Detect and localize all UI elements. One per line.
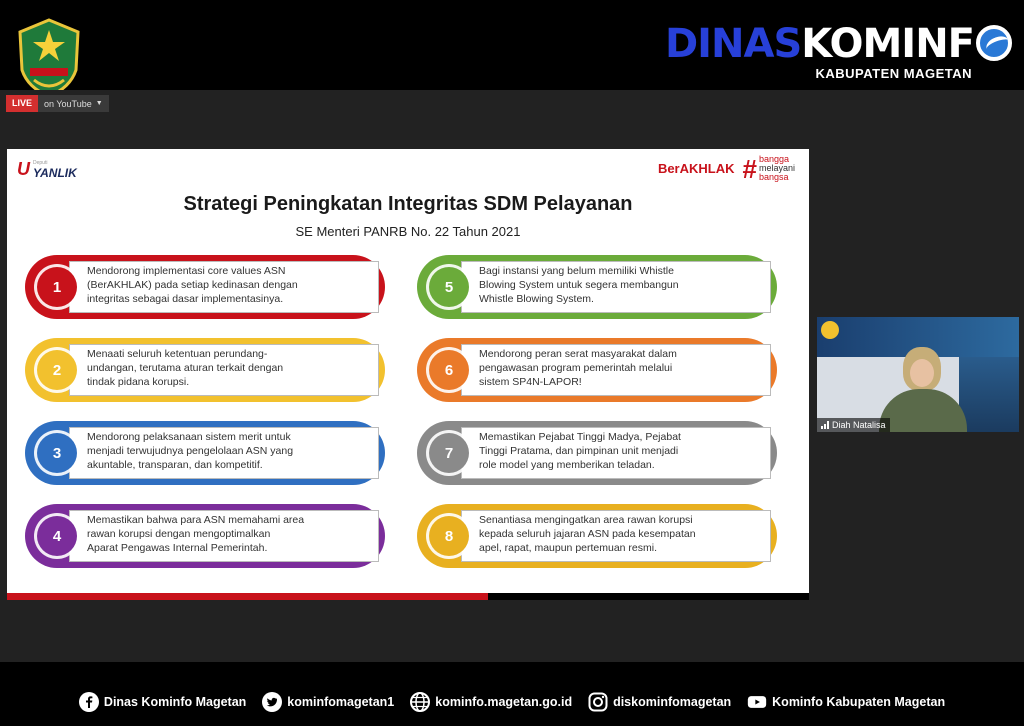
strategy-item-line: Mendorong pelaksanaan sistem merit untuk bbox=[87, 431, 291, 443]
social-footer bbox=[0, 662, 1024, 726]
strategy-item-line: integritas sebagai dasar implementasinya. bbox=[87, 293, 284, 305]
strategy-item-line: Whistle Blowing System. bbox=[479, 293, 594, 305]
slide-title: Strategi Peningkatan Integritas SDM Pelayanan bbox=[183, 193, 633, 215]
kominfo-brand bbox=[665, 22, 1012, 81]
strategy-item-text bbox=[87, 513, 377, 555]
strategy-item-line: kepada seluruh jajaran ASN pada kesempatan bbox=[479, 528, 696, 540]
strategy-item-line: Menaati seluruh ketentuan perundang- bbox=[87, 348, 268, 360]
yanlik-logo bbox=[17, 159, 77, 180]
berakhlak-logo bbox=[658, 155, 795, 182]
kominfo-globe-icon bbox=[976, 25, 1012, 61]
strategy-item bbox=[417, 255, 777, 319]
youtube-icon bbox=[747, 692, 767, 712]
slide-progress-bar bbox=[7, 593, 809, 600]
strategy-item-line: Senantiasa mengingatkan area rawan korupsi bbox=[479, 514, 693, 526]
strategy-item bbox=[25, 255, 385, 319]
strategy-item-line: Memastikan bahwa para ASN memahami area bbox=[87, 514, 305, 526]
live-label: LIVE bbox=[6, 95, 38, 112]
yanlik-deputi: Deputi bbox=[33, 159, 48, 166]
globe-icon bbox=[410, 692, 430, 712]
participant-name: Diah Natalisa bbox=[832, 420, 886, 430]
yanlik-text: YANLIK bbox=[33, 165, 77, 180]
top-header bbox=[0, 0, 1024, 90]
strategy-item-line: apel, rapat, maupun pertemuan resmi. bbox=[479, 542, 658, 554]
strategy-item bbox=[25, 338, 385, 402]
strategy-item-line: sistem SP4N-LAPOR! bbox=[479, 376, 582, 388]
strategy-item-line: role model yang memberikan teladan. bbox=[479, 459, 655, 471]
strategy-item-text bbox=[87, 347, 377, 389]
strategy-item bbox=[417, 504, 777, 568]
strategy-item-text bbox=[479, 347, 769, 389]
bangga-word: bangga bbox=[758, 154, 790, 164]
strategy-item-line: Mendorong implementasi core values ASN bbox=[87, 265, 286, 277]
footer-instagram[interactable] bbox=[588, 692, 731, 712]
strategy-item-text bbox=[87, 264, 377, 306]
strategy-item-line: Tinggi Pratama, dan pimpinan unit menjadi bbox=[479, 445, 679, 457]
yanlik-mark-icon: U bbox=[17, 159, 30, 179]
strategy-item-text bbox=[87, 430, 377, 472]
strategy-item-text bbox=[479, 264, 769, 306]
strategy-item-line: Aparat Pengawas Internal Pemerintah. bbox=[87, 542, 268, 554]
brand-kominfo: KOMINF bbox=[801, 21, 974, 67]
strategy-item-number: 4 bbox=[37, 516, 77, 556]
strategy-item-line: Bagi instansi yang belum memiliki Whistle bbox=[479, 265, 674, 277]
bangsa-word: bangsa bbox=[758, 172, 789, 182]
footer-facebook[interactable] bbox=[79, 692, 246, 712]
strategy-item-line: rawan korupsi dengan mengoptimalkan bbox=[87, 528, 271, 540]
participant-nameplate bbox=[817, 418, 890, 432]
strategy-item-line: menjadi terwujudnya pengelolaan ASN yang bbox=[87, 445, 294, 457]
strategy-item-line: (BerAKHLAK) pada setiap kedinasan dengan bbox=[87, 279, 298, 291]
strategy-item-line: Blowing System untuk segera membangun bbox=[479, 279, 679, 291]
instagram-label: diskominfomagetan bbox=[613, 695, 732, 709]
twitter-icon bbox=[262, 692, 282, 712]
magetan-crest-icon bbox=[16, 18, 82, 98]
strategy-item-line: akuntable, transparan, dan kompetitif. bbox=[87, 459, 263, 471]
strategy-item-number: 7 bbox=[429, 433, 469, 473]
strategy-item bbox=[25, 504, 385, 568]
bangga-melayani-logo bbox=[743, 155, 796, 182]
strategy-item-number: 2 bbox=[37, 350, 77, 390]
youtube-label: Kominfo Kabupaten Magetan bbox=[772, 695, 946, 709]
slide-progress-fill bbox=[7, 593, 488, 600]
brand-dinas: DINAS bbox=[664, 21, 802, 67]
strategy-item-line: tindak pidana korupsi. bbox=[87, 376, 190, 388]
webcam-video bbox=[817, 317, 1019, 432]
melayani-word: melayani bbox=[758, 163, 795, 173]
slide-subtitle: SE Menteri PANRB No. 22 Tahun 2021 bbox=[295, 224, 521, 239]
presentation-slide bbox=[7, 149, 809, 599]
facebook-label: Dinas Kominfo Magetan bbox=[103, 695, 247, 709]
strategy-item-number: 3 bbox=[37, 433, 77, 473]
footer-twitter[interactable] bbox=[262, 692, 394, 712]
instagram-icon bbox=[588, 692, 608, 712]
footer-youtube[interactable] bbox=[747, 692, 945, 712]
forum-logo-icon bbox=[821, 321, 839, 339]
website-label: kominfo.magetan.go.id bbox=[435, 695, 573, 709]
platform-label: on YouTube bbox=[44, 98, 92, 109]
footer-website[interactable] bbox=[410, 692, 572, 712]
chevron-down-icon: ▼ bbox=[95, 100, 103, 107]
hashtag-icon: # bbox=[742, 153, 757, 184]
strategy-item-number: 6 bbox=[429, 350, 469, 390]
strategy-item-text bbox=[479, 513, 769, 555]
strategy-item bbox=[417, 421, 777, 485]
live-on-youtube-badge[interactable] bbox=[6, 95, 109, 112]
strategy-item-line: pengawasan program pemerintah melalui bbox=[479, 362, 673, 374]
strategy-item-number: 5 bbox=[429, 267, 469, 307]
strategy-item-text bbox=[479, 430, 769, 472]
strategy-item-number: 8 bbox=[429, 516, 469, 556]
strategy-item bbox=[417, 338, 777, 402]
berakhlak-text: BerAKHLAK bbox=[657, 161, 735, 176]
video-stage bbox=[0, 90, 1024, 662]
brand-subtitle: KABUPATEN MAGETAN bbox=[815, 66, 972, 81]
twitter-label: kominfomagetan1 bbox=[287, 695, 395, 709]
strategy-item-line: Mendorong peran serat masyarakat dalam bbox=[479, 348, 677, 360]
strategy-item-line: Memastikan Pejabat Tinggi Madya, Pejabat bbox=[479, 431, 681, 443]
facebook-icon bbox=[79, 692, 99, 712]
strategy-item-line: undangan, terutama aturan terkait dengan bbox=[87, 362, 284, 374]
signal-bars-icon bbox=[821, 421, 829, 429]
strategy-item bbox=[25, 421, 385, 485]
strategy-item-number: 1 bbox=[37, 267, 77, 307]
